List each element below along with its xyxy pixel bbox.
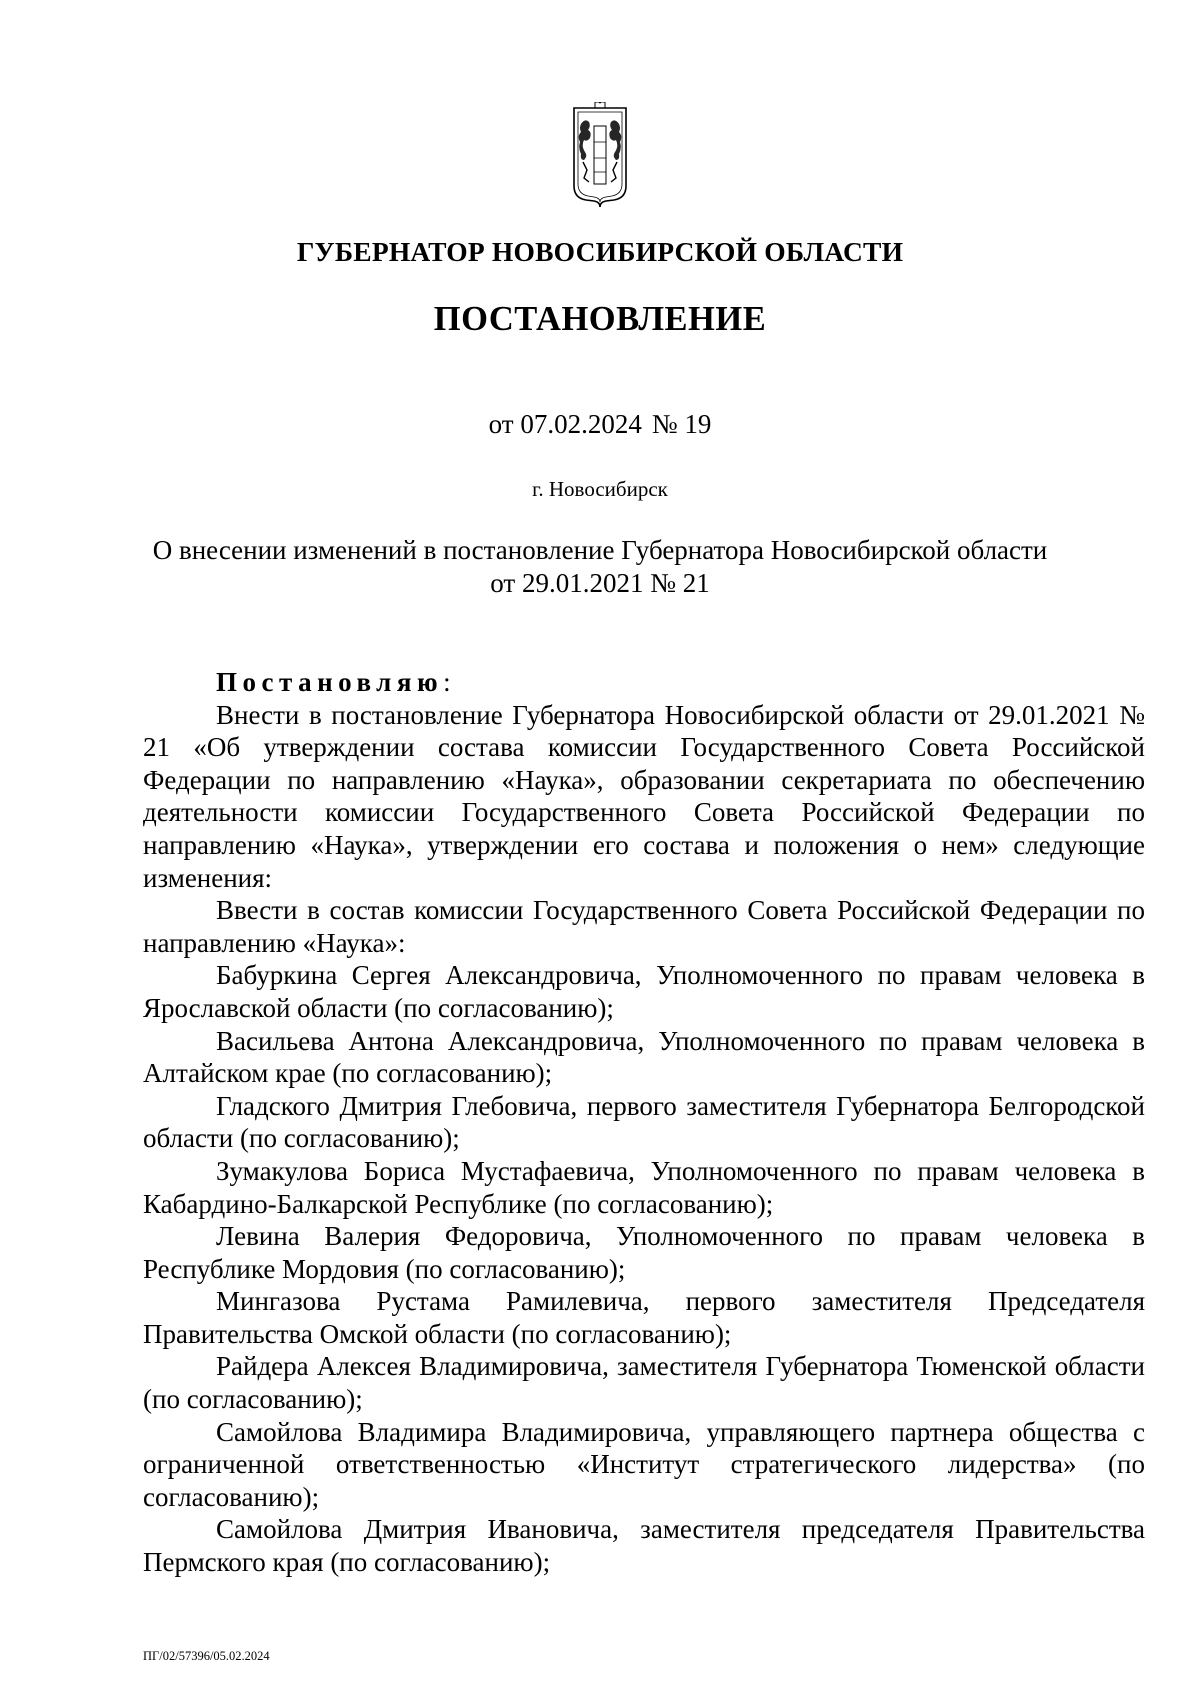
list-item: Самойлова Дмитрия Ивановича, заместителя председателя Правительства Пермского края (по согласованию);	[143, 1514, 1145, 1578]
body-paragraph: Внести в постановление Губернатора Новосибирской области от 29.01.2021 № 21 «Об утверждении состава комиссии Государственного Совета Российской Федерации по направлению «Наука», образовании секретариата по обеспечению деятельности комиссии Государственного Совета Российской Федерации по направлению «Наука», утверждении его состава и положения о нем» следующие изменения:	[143, 699, 1145, 893]
subject-line: О внесении изменений в постановление Губернатора Новосибирской области	[152, 535, 1048, 565]
resolve-colon: :	[443, 667, 451, 697]
list-item: Гладского Дмитрия Глебовича, первого заместителя Губернатора Белгородской области (по согласованию);	[143, 1090, 1145, 1154]
document-subject	[150, 534, 1050, 600]
list-item: Васильева Антона Александровича, Уполномоченного по правам человека в Алтайском крае (по согласованию);	[143, 1025, 1145, 1089]
body-paragraph: Ввести в состав комиссии Государственного Совета Российской Федерации по направлению «Наука»:	[143, 895, 1145, 958]
document-city: г. Новосибирск	[532, 477, 668, 501]
list-item: Мингазова Рустама Рамилевича, первого заместителя Председателя Правительства Омской области (по согласованию);	[143, 1286, 1145, 1349]
list-item: Самойлова Владимира Владимировича, управляющего партнера общества с ограниченной ответственностью «Институт стратегического лидерства» (по согласованию);	[143, 1416, 1145, 1512]
document-type: ПОСТАНОВЛЕНИЕ	[433, 300, 767, 338]
document-body	[143, 666, 1145, 1579]
list-item: Бабуркина Сергея Александровича, Уполномоченного по правам человека в Ярославской области (по согласованию);	[143, 960, 1145, 1023]
list-item: Зумакулова Бориса Мустафаевича, Уполномоченного по правам человека в Кабардино-Балкарской Республике (по согласованию);	[143, 1155, 1145, 1219]
document-registration-code: ПГ/02/57396/05.02.2024	[143, 1649, 270, 1663]
resolve-line	[143, 666, 1145, 699]
coat-of-arms-icon	[571, 102, 629, 209]
date-number-line	[0, 409, 1200, 440]
list-item: Райдера Алексея Владимировича, заместителя Губернатора Тюменской области (по согласованию);	[143, 1351, 1145, 1415]
document-number: № 19	[651, 409, 712, 439]
list-item: Левина Валерия Федоровича, Уполномоченного по правам человека в Республике Мордовия (по согласованию);	[143, 1221, 1145, 1284]
document-date: от 07.02.2024	[488, 409, 642, 439]
resolve-word: Постановляю	[216, 667, 444, 697]
issuing-authority: ГУБЕРНАТОР НОВОСИБИРСКОЙ ОБЛАСТИ	[296, 236, 904, 267]
subject-line: от 29.01.2021 № 21	[490, 568, 710, 598]
